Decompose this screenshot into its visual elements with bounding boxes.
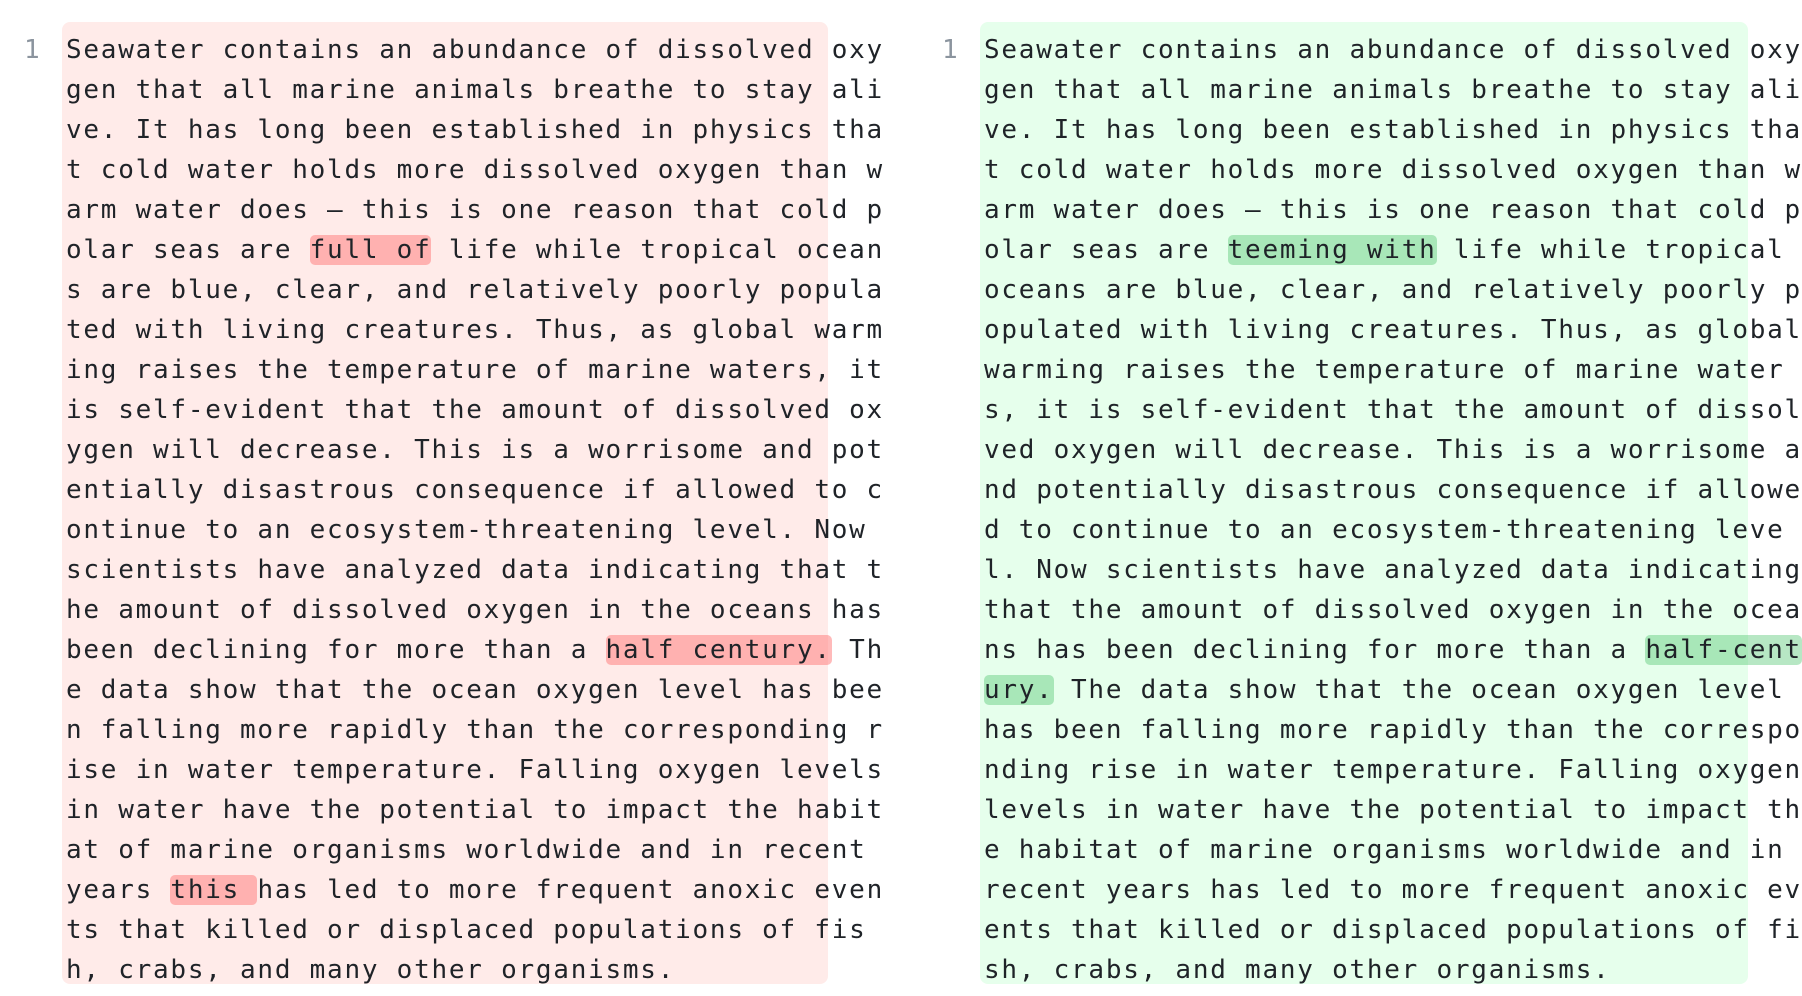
text-segment: ygen will decrease. This is a worrisome and pot: [66, 435, 884, 465]
text-segment: levels in water have the potential to impact th: [984, 795, 1802, 825]
text-line: [984, 950, 1748, 990]
text-segment: ve. It has long been established in physics tha: [66, 115, 884, 145]
text-segment: Th: [831, 635, 884, 665]
text-segment: life while tropical ocean: [431, 235, 884, 265]
text-segment: ts that killed or displaced populations of fis: [66, 915, 867, 945]
text-line: [66, 270, 884, 310]
text-line: [984, 350, 1802, 390]
text-segment: years: [66, 875, 171, 905]
text-line: [66, 710, 884, 750]
text-segment: gen that all marine animals breathe to stay ali: [984, 75, 1802, 105]
text-segment: Seawater contains an abundance of dissolved oxy: [66, 35, 884, 65]
text-line: [66, 310, 884, 350]
text-line: [66, 550, 884, 590]
text-line: [66, 70, 884, 110]
text-line: [984, 310, 1802, 350]
text-line: [66, 30, 884, 70]
text-segment: olar seas are: [984, 235, 1228, 265]
text-segment: scientists have analyzed data indicating that t: [66, 555, 884, 585]
text-line: [66, 750, 884, 790]
text-line: [984, 670, 1802, 710]
text-line: [66, 190, 884, 230]
text-segment: he amount of dissolved oxygen in the oceans has: [66, 595, 884, 625]
text-line: [984, 270, 1802, 310]
text-segment: is self-evident that the amount of dissolved ox: [66, 395, 884, 425]
text-line: [66, 430, 884, 470]
text-line: [984, 710, 1802, 750]
text-line: [984, 590, 1802, 630]
text-line: [66, 630, 884, 670]
text-segment: gen that all marine animals breathe to stay ali: [66, 75, 884, 105]
text-segment: been declining for more than a: [66, 635, 606, 665]
text-line: [984, 790, 1802, 830]
text-line: [66, 590, 884, 630]
text-line: [984, 870, 1802, 910]
text-segment: d to continue to an ecosystem-threatening leve: [984, 515, 1802, 545]
text-segment: life while tropical: [1436, 235, 1802, 265]
deleted-text-highlight: this: [170, 875, 258, 905]
text-segment: arm water does — this is one reason that cold p: [66, 195, 884, 225]
text-segment: ontinue to an ecosystem-threatening level. Now: [66, 515, 884, 545]
text-segment: t cold water holds more dissolved oxygen than w: [66, 155, 884, 185]
text-line: [66, 510, 884, 550]
text-line: [66, 150, 884, 190]
added-text-highlight: teeming with: [1227, 235, 1437, 265]
text-segment: opulated with living creatures. Thus, as global: [984, 315, 1802, 345]
text-segment: s, it is self-evident that the amount of dissol: [984, 395, 1802, 425]
deleted-text-highlight: half century.: [605, 635, 832, 665]
text-segment: entially disastrous consequence if allowed to c: [66, 475, 884, 505]
text-segment: e data show that the ocean oxygen level has bee: [66, 675, 884, 705]
text-segment: l. Now scientists have analyzed data indicating: [984, 555, 1802, 585]
text-line: [66, 470, 884, 510]
text-line: [984, 230, 1802, 270]
text-segment: nding rise in water temperature. Falling oxygen: [984, 755, 1802, 785]
text-segment: ise in water temperature. Falling oxygen levels: [66, 755, 884, 785]
text-segment: in water have the potential to impact the habit: [66, 795, 884, 825]
text-segment: warming raises the temperature of marine water: [984, 355, 1802, 385]
deleted-text-highlight: full of: [309, 235, 432, 265]
text-line: [66, 830, 884, 870]
text-line: [984, 550, 1802, 590]
text-line: [66, 950, 828, 990]
text-segment: t cold water holds more dissolved oxygen than w: [984, 155, 1802, 185]
text-line: [984, 750, 1802, 790]
text-segment: ve. It has long been established in physics tha: [984, 115, 1802, 145]
text-line: [66, 670, 884, 710]
text-line: [984, 430, 1802, 470]
text-segment: that the amount of dissolved oxygen in the ocea: [984, 595, 1802, 625]
text-segment: olar seas are: [66, 235, 310, 265]
text-segment: ing raises the temperature of marine waters, it: [66, 355, 884, 385]
text-line: [66, 230, 884, 270]
text-line: [984, 630, 1802, 670]
text-segment: e habitat of marine organisms worldwide and in: [984, 835, 1802, 865]
text-segment: arm water does — this is one reason that cold p: [984, 195, 1802, 225]
text-segment: has been falling more rapidly than the correspo: [984, 715, 1802, 745]
text-segment: ted with living creatures. Thus, as global warm: [66, 315, 884, 345]
text-line: [984, 470, 1802, 510]
text-segment: has led to more frequent anoxic even: [257, 875, 884, 905]
text-segment: nd potentially disastrous consequence if allowe: [984, 475, 1802, 505]
text-segment: ns has been declining for more than a: [984, 635, 1646, 665]
text-segment: h, crabs, and many other organisms.: [66, 955, 676, 985]
text-line: [66, 790, 884, 830]
line-number: 1: [942, 35, 958, 65]
deleted-line-content[interactable]: [62, 22, 884, 985]
text-segment: n falling more rapidly than the corresponding r: [66, 715, 884, 745]
text-line: [984, 70, 1802, 110]
text-line: [66, 910, 867, 950]
text-segment: recent years has led to more frequent anoxic ev: [984, 875, 1802, 905]
text-line: [66, 390, 884, 430]
text-segment: oceans are blue, clear, and relatively poorly p: [984, 275, 1802, 305]
text-segment: s are blue, clear, and relatively poorly popula: [66, 275, 884, 305]
text-line: [984, 910, 1802, 950]
text-line: [66, 350, 884, 390]
text-line: [984, 150, 1802, 190]
text-segment: at of marine organisms worldwide and in recent: [66, 835, 884, 865]
text-line: [984, 510, 1802, 550]
text-line: [984, 390, 1802, 430]
text-line: [66, 870, 884, 910]
text-segment: sh, crabs, and many other organisms.: [984, 955, 1611, 985]
text-segment: ents that killed or displaced populations of fi: [984, 915, 1802, 945]
text-line: [984, 830, 1802, 870]
text-line: [66, 110, 884, 150]
added-line-content[interactable]: [980, 22, 1802, 985]
added-text-highlight: half-cent: [1645, 635, 1802, 665]
text-line: [984, 190, 1802, 230]
text-segment: ved oxygen will decrease. This is a worrisome a: [984, 435, 1802, 465]
added-text-highlight: ury.: [984, 675, 1054, 705]
text-segment: The data show that the ocean oxygen level: [1053, 675, 1802, 705]
text-line: [984, 110, 1802, 150]
text-line: [984, 30, 1802, 70]
text-segment: Seawater contains an abundance of dissolved oxy: [984, 35, 1802, 65]
line-number: 1: [24, 35, 40, 65]
